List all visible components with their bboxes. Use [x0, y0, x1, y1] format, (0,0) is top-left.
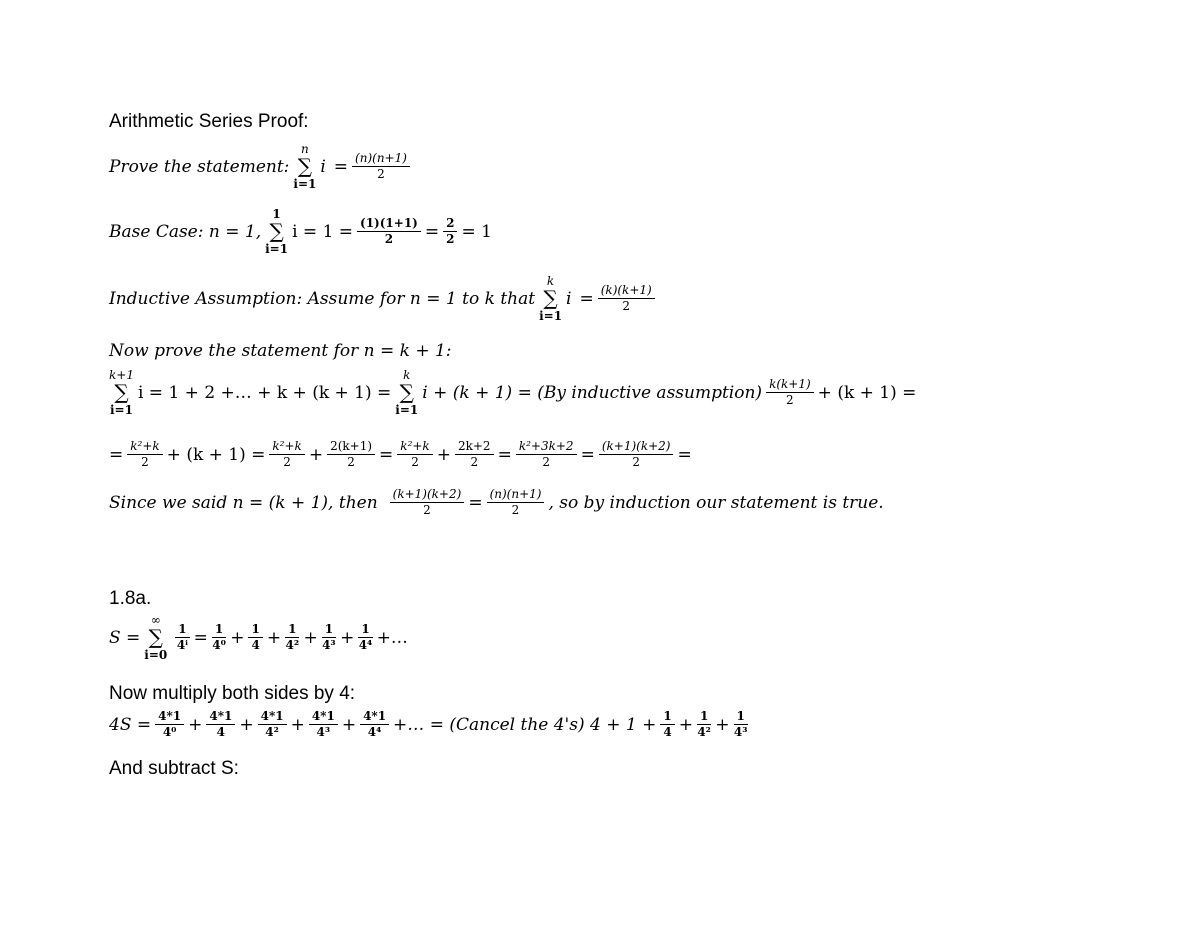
fraction-denominator: 2	[411, 455, 419, 470]
fraction-numerator: k²+k	[397, 440, 432, 455]
plus-sign: +	[341, 714, 357, 735]
sum-term: i	[320, 156, 326, 177]
fraction-numerator: 4*1	[155, 710, 184, 725]
fraction-denominator: 4ⁱ	[176, 638, 189, 652]
sum-lower: i=1	[265, 242, 289, 256]
plus-sign: +	[340, 627, 355, 648]
multiplied-middle: +… = (Cancel the 4's) 4 + 1 +	[393, 714, 657, 735]
plus-sign: +	[188, 714, 203, 735]
remaining-term-2	[697, 710, 711, 739]
expansion-fraction-6	[516, 440, 577, 469]
problem-heading: 1.8a.	[109, 588, 152, 609]
fraction-numerator: 1	[358, 623, 372, 638]
base-case-line	[109, 208, 492, 255]
step-line	[109, 369, 916, 416]
multiply-text: Now multiply both sides by 4:	[109, 683, 356, 704]
fraction-denominator: 2	[542, 455, 551, 470]
fraction-numerator: (1)(1+1)	[357, 217, 421, 232]
fraction-denominator: 4²	[697, 725, 711, 740]
sum-upper: k+1	[109, 368, 134, 382]
step-sum-1	[109, 369, 134, 416]
proof-heading: Arithmetic Series Proof:	[109, 111, 309, 132]
fraction-numerator: 4*1	[206, 710, 235, 725]
series-term-fraction	[175, 623, 189, 652]
fraction-numerator: (n)(n+1)	[352, 152, 410, 167]
multiplied-term-4	[360, 710, 389, 739]
sum-upper: k	[403, 368, 411, 382]
multiplied-lhs: 4S =	[109, 714, 152, 735]
fraction-denominator: 4³	[322, 638, 336, 652]
expansion-fraction-3	[327, 440, 375, 469]
expansion-line	[109, 440, 692, 469]
base-case-fraction-1	[357, 217, 421, 246]
fraction-numerator: 1	[660, 710, 674, 725]
expansion-fraction-4	[397, 440, 432, 469]
fraction-numerator: 1	[697, 710, 711, 725]
expansion-op-6: =	[580, 444, 595, 465]
step-middle-1: i = 1 + 2 +… + k + (k + 1) =	[137, 382, 392, 403]
fraction-denominator: 2	[470, 455, 479, 470]
plus-sign: +	[266, 627, 282, 648]
fraction-numerator: 2(k+1)	[327, 440, 375, 455]
sigma-symbol: ∑	[269, 219, 284, 243]
inductive-rhs-fraction	[598, 284, 655, 313]
inductive-sum	[539, 275, 562, 322]
now-prove-line: Now prove the statement for n = k + 1:	[109, 341, 452, 361]
step-middle-2: i + (k + 1) = (By inductive assumption)	[422, 382, 763, 403]
statement-label: Prove the statement:	[109, 156, 290, 177]
step-tail: + (k + 1) =	[817, 382, 917, 403]
expansion-op-2: +	[308, 444, 324, 465]
fraction-denominator: 2	[283, 455, 291, 470]
subtract-text: And subtract S:	[109, 758, 239, 779]
series-term-3	[322, 623, 336, 652]
sigma-symbol: ∑	[297, 154, 313, 178]
base-case-tail: = 1	[461, 221, 492, 242]
fraction-numerator: 4*1	[360, 710, 389, 725]
sum-upper: n	[301, 142, 309, 156]
step-sum-2	[395, 369, 418, 416]
expansion-fraction-5	[455, 440, 494, 469]
fraction-numerator: 4*1	[258, 710, 287, 725]
series-sum	[144, 614, 167, 661]
fraction-denominator: 2	[786, 393, 794, 407]
plus-sign: +	[678, 714, 693, 735]
statement-rhs-fraction	[352, 152, 410, 181]
fraction-denominator: 4²	[285, 638, 300, 652]
expansion-fraction-2	[269, 440, 304, 469]
fraction-numerator: 1	[285, 623, 299, 638]
base-case-fraction-2	[443, 217, 457, 246]
sigma-symbol: ∑	[543, 286, 558, 310]
fraction-denominator: 4⁰	[212, 638, 226, 652]
fraction-numerator: 1	[175, 623, 189, 638]
series-term-4	[358, 623, 372, 652]
fraction-numerator: 4*1	[309, 710, 338, 725]
multiplied-term-1	[206, 710, 235, 739]
sigma-symbol: ∑	[114, 380, 129, 404]
fraction-denominator: 2	[622, 299, 631, 313]
fraction-numerator: k²+k	[269, 440, 304, 455]
statement-line	[109, 143, 414, 190]
fraction-denominator: 4	[251, 638, 260, 652]
plus-sign: +	[230, 627, 245, 648]
series-tail: +…	[376, 627, 408, 648]
sum-lower: i=1	[539, 309, 563, 323]
step-fraction	[766, 378, 814, 407]
fraction-numerator: 2	[443, 217, 457, 232]
sum-lower: i=0	[144, 648, 168, 662]
equals-sign: =	[424, 221, 440, 242]
series-line	[109, 614, 408, 661]
fraction-numerator: (k+1)(k+2)	[599, 440, 674, 455]
fraction-denominator: 4²	[265, 725, 279, 740]
fraction-denominator: 2	[141, 455, 149, 470]
plus-sign: +	[303, 627, 318, 648]
fraction-denominator: 4	[663, 725, 672, 740]
fraction-denominator: 2	[377, 167, 385, 181]
conclusion-lead: Since we said n = (k + 1), then	[109, 492, 378, 513]
expansion-fraction-1	[127, 440, 162, 469]
sum-lower: i=1	[110, 403, 133, 417]
conclusion-line	[109, 488, 884, 517]
fraction-numerator: 1	[322, 623, 336, 638]
multiplied-line	[109, 710, 752, 739]
multiplied-term-2	[258, 710, 287, 739]
plus-sign: +	[239, 714, 254, 735]
fraction-denominator: 2	[423, 503, 431, 518]
multiplied-term-0	[155, 710, 184, 739]
base-case-label: Base Case: n = 1,	[109, 221, 262, 242]
equals-sign: =	[579, 288, 594, 309]
fraction-numerator: 1	[734, 710, 748, 725]
sum-upper: ∞	[150, 613, 161, 627]
statement-sum	[293, 143, 316, 190]
sum-lower: i=1	[293, 177, 317, 191]
plus-sign: +	[715, 714, 730, 735]
sigma-symbol: ∑	[399, 380, 414, 404]
expansion-op-7: =	[677, 444, 692, 465]
series-term-2	[285, 623, 299, 652]
fraction-numerator: (k)(k+1)	[598, 284, 655, 299]
sum-upper: k	[546, 274, 555, 288]
equals-sign: =	[193, 627, 208, 648]
fraction-numerator: (n)(n+1)	[487, 488, 545, 503]
conclusion-tail: , so by induction our statement is true.	[548, 492, 884, 513]
multiplied-term-3	[309, 710, 338, 739]
plus-sign: +	[290, 714, 305, 735]
expansion-lead: =	[109, 444, 124, 465]
fraction-denominator: 2	[632, 455, 640, 470]
equals-sign: =	[333, 156, 349, 177]
fraction-numerator: 1	[248, 623, 262, 638]
fraction-numerator: k²+3k+2	[516, 440, 577, 455]
expansion-op-1: + (k + 1) =	[166, 444, 266, 465]
fraction-denominator: 4³	[733, 725, 748, 740]
fraction-numerator: (k+1)(k+2)	[390, 488, 465, 503]
conclusion-fraction-1	[390, 488, 465, 517]
conclusion-fraction-2	[487, 488, 545, 517]
fraction-denominator: 4³	[316, 725, 331, 740]
expansion-op-5: =	[497, 444, 512, 465]
sigma-symbol: ∑	[148, 625, 163, 649]
sum-lower: i=1	[395, 403, 419, 417]
fraction-numerator: k(k+1)	[766, 378, 814, 393]
fraction-numerator: k²+k	[127, 440, 162, 455]
fraction-denominator: 4⁴	[367, 725, 382, 740]
inductive-line	[109, 275, 659, 322]
fraction-denominator: 2	[347, 455, 355, 470]
fraction-denominator: 2	[384, 232, 394, 246]
inductive-label: Inductive Assumption: Assume for n = 1 to k that	[109, 288, 536, 309]
series-term-1	[248, 623, 262, 652]
base-case-sum	[265, 208, 288, 255]
fraction-numerator: 1	[212, 623, 226, 638]
fraction-denominator: 4⁴	[358, 638, 373, 652]
fraction-denominator: 4⁰	[162, 725, 177, 740]
series-lhs: S =	[109, 627, 141, 648]
remaining-term-1	[660, 710, 674, 739]
sum-upper: 1	[272, 207, 281, 221]
expansion-fraction-7	[599, 440, 674, 469]
expansion-op-3: =	[379, 444, 394, 465]
sum-term: i	[566, 288, 572, 309]
fraction-denominator: 2	[511, 503, 520, 518]
series-term-0	[212, 623, 226, 652]
fraction-numerator: 2k+2	[455, 440, 494, 455]
expansion-op-4: +	[436, 444, 451, 465]
base-case-middle: i = 1 =	[292, 221, 354, 242]
remaining-term-3	[734, 710, 748, 739]
equals-sign: =	[468, 492, 483, 513]
fraction-denominator: 4	[216, 725, 226, 740]
fraction-denominator: 2	[446, 232, 455, 246]
